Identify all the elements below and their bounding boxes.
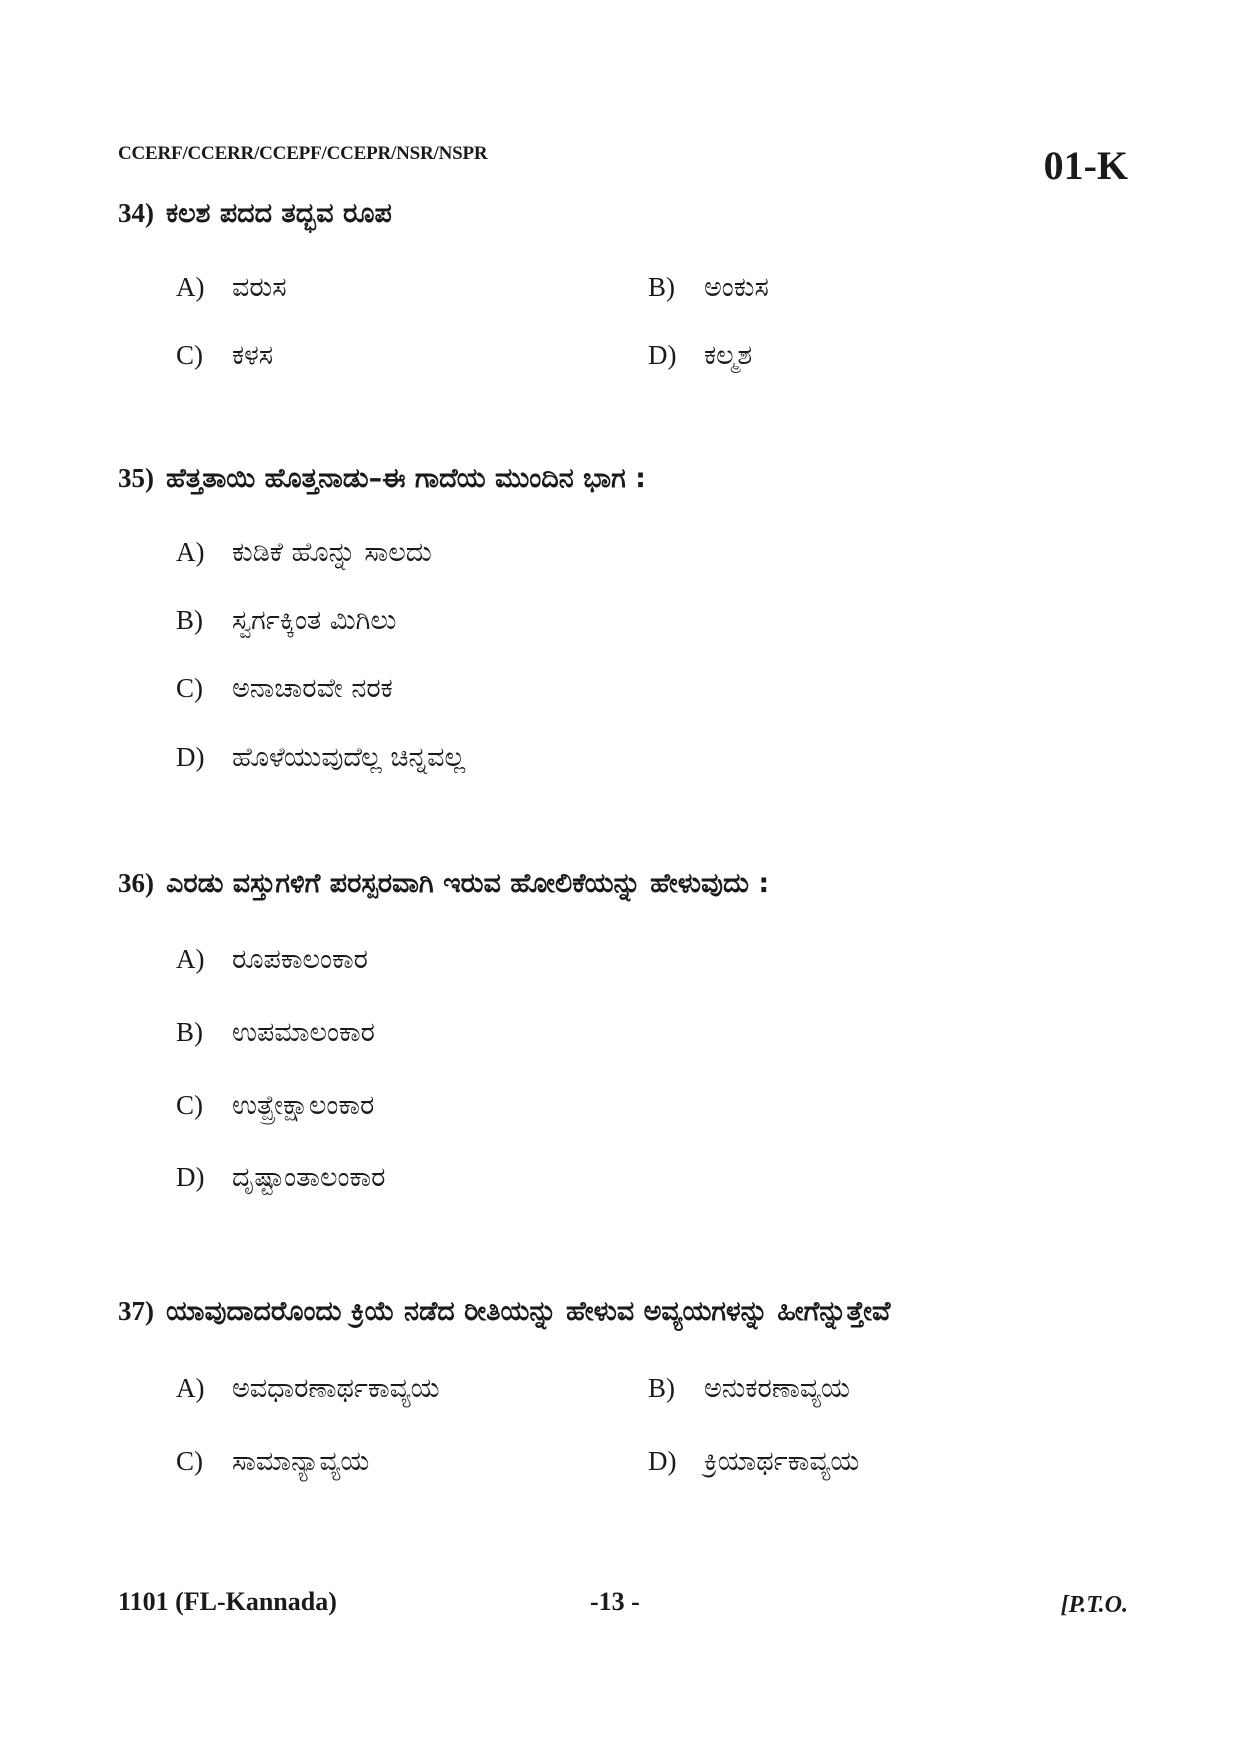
option-text: ಅನುಕರಣಾವ್ಯಯ [704,1373,850,1404]
paper-code: 01-K [1043,143,1128,188]
option-label: B) [648,1373,675,1403]
question-text: ಕಲಶ ಪದದ ತದ್ಭವ ರೂಪ [166,198,392,229]
option-text: ಅಂಕುಸ [704,272,769,303]
option-36-c [176,1090,374,1122]
option-text: ವರುಸ [232,272,287,303]
option-text: ಅನಾಚಾರವೇ ನರಕ [232,673,393,704]
option-text: ಸಾಮಾನ್ಯಾವ್ಯಯ [232,1446,370,1477]
option-label: C) [176,1446,203,1476]
question-35 [118,463,646,495]
option-text: ಉಪಮಾಲಂಕಾರ [232,1017,375,1048]
option-37-a [176,1373,440,1405]
exam-codes: CCERF/CCERR/CCEPF/CCEPR/NSR/NSPR [118,143,488,164]
option-label: C) [176,673,203,703]
option-label: A) [176,272,205,302]
option-label: C) [176,1090,203,1120]
question-number: 34) [118,198,154,228]
option-label: D) [648,340,677,370]
option-label: D) [648,1446,677,1476]
option-36-d [176,1162,385,1194]
question-text: ಎರಡು ವಸ್ತುಗಳಿಗೆ ಪರಸ್ಪರವಾಗಿ ಇರುವ ಹೋಲಿಕೆಯನ್ನು ಹೇಳುವುದು : [166,868,770,899]
option-text: ಹೊಳೆಯುವುದೆಲ್ಲ ಚಿನ್ನವಲ್ಲ [232,742,466,773]
option-label: A) [176,1373,205,1403]
option-label: D) [176,742,205,772]
option-37-d [648,1446,859,1478]
option-label: B) [176,1017,203,1047]
option-37-c [176,1446,369,1478]
option-35-a [176,537,432,569]
option-36-a [176,944,368,976]
question-number: 35) [118,463,154,493]
option-34-d [648,340,752,372]
option-label: C) [176,340,203,370]
option-text: ದೃಷ್ಟಾಂತಾಲಂಕಾರ [232,1162,386,1193]
question-34 [118,198,392,230]
question-text: ಹೆತ್ತತಾಯಿ ಹೊತ್ತನಾಡು–ಈ ಗಾದೆಯ ಮುಂದಿನ ಭಾಗ : [166,463,646,494]
question-number: 36) [118,868,154,898]
question-number: 37) [118,1296,154,1326]
option-34-b [648,272,769,304]
option-text: ಉತ್ಪ್ರೇಕ್ಷಾಲಂಕಾರ [232,1090,375,1121]
option-label: B) [648,272,675,302]
option-label: A) [176,944,205,974]
option-label: A) [176,537,205,567]
option-label: D) [176,1162,205,1192]
option-35-d [176,742,465,774]
paper-name: 1101 (FL-Kannada) [118,1587,337,1616]
question-text: ಯಾವುದಾದರೊಂದು ಕ್ರಿಯೆ ನಡೆದ ರೀತಿಯನ್ನು ಹೇಳುವ ಅವ್ಯಯಗಳನ್ನು ಹೀಗೆನ್ನುತ್ತೇವೆ [166,1296,891,1327]
option-text: ಕುಡಿಕೆ ಹೊನ್ನು ಸಾಲದು [232,537,432,568]
pto-note: [P.T.O. [1060,1592,1128,1618]
option-text: ಅವಧಾರಣಾರ್ಥಕಾವ್ಯಯ [232,1373,440,1404]
question-36 [118,868,769,900]
option-36-b [176,1017,375,1049]
page-number: -13 - [590,1587,640,1616]
option-text: ಸ್ವರ್ಗಕ್ಕಿಂತ ಮಿಗಿಲು [232,605,397,636]
option-35-b [176,605,396,637]
option-text: ಕ್ರಿಯಾರ್ಥಕಾವ್ಯಯ [704,1446,860,1477]
option-37-b [648,1373,850,1405]
option-35-c [176,673,393,705]
option-34-c [176,340,273,372]
question-37 [118,1296,890,1328]
option-label: B) [176,605,203,635]
option-text: ಕಲ್ಮಶ [704,340,753,371]
option-text: ರೂಪಕಾಲಂಕಾರ [232,944,368,975]
option-34-a [176,272,287,304]
option-text: ಕಳಸ [232,340,274,371]
